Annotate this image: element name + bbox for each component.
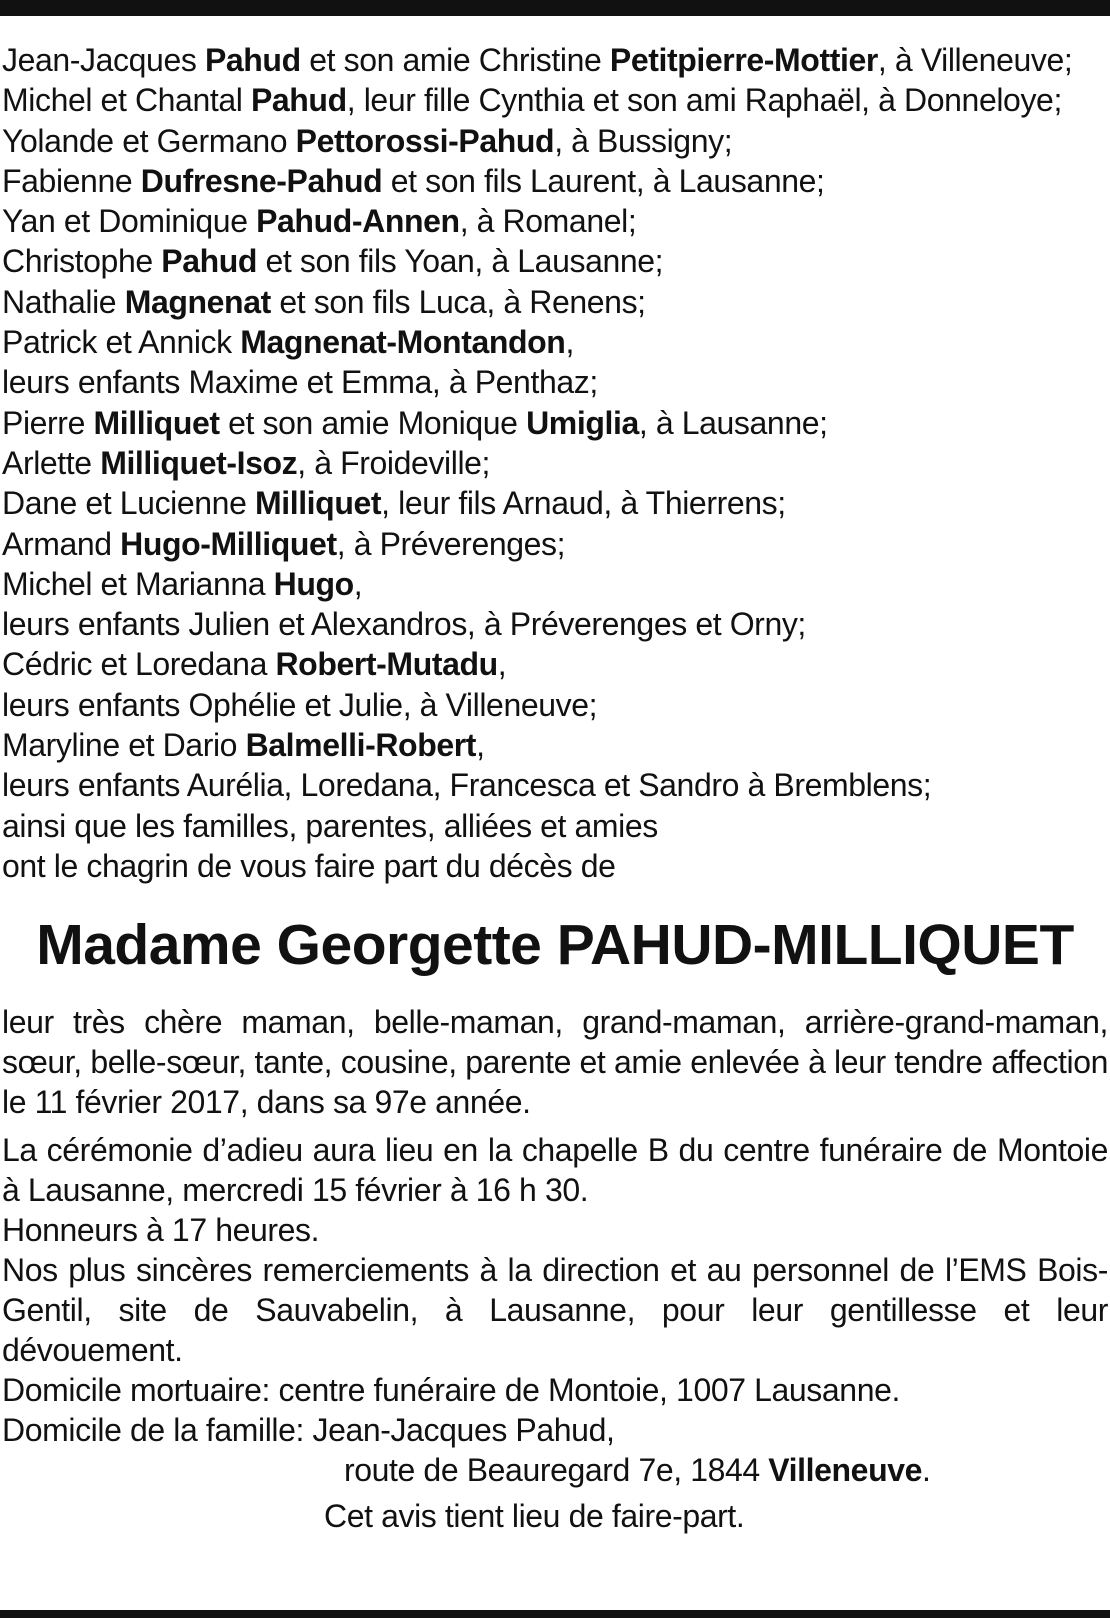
- family-text: Christophe: [2, 243, 162, 280]
- family-domicile-line: Domicile de la famille: Jean-Jacques Pahud,: [2, 1412, 615, 1449]
- closing-note: Cet avis tient lieu de faire-part.: [324, 1498, 745, 1535]
- family-text: leurs enfants Aurélia, Loredana, Francesca et Sandro à Bremblens;: [2, 767, 932, 804]
- family-line: [2, 241, 1108, 281]
- family-text: Michel et Chantal: [2, 82, 251, 119]
- family-text: ,: [353, 565, 363, 602]
- family-line: [2, 604, 1108, 644]
- family-text: et son amie Monique: [219, 404, 527, 441]
- family-line: [2, 362, 1108, 402]
- family-surname: Petitpierre-Mottier: [609, 42, 878, 78]
- honours-line: Honneurs à 17 heures.: [2, 1212, 320, 1249]
- family-text: Patrick et Annick: [2, 324, 241, 361]
- family-text: Dane et Lucienne: [2, 485, 255, 522]
- family-line: [2, 80, 1108, 120]
- ceremony-paragraph: La cérémonie d’adieu aura lieu en la chapelle B du centre funéraire de Montoie à Lausanne, mercredi 15 février à 16 h 30.: [2, 1132, 1108, 1209]
- obituary-notice: [2, 40, 1108, 1536]
- family-surname: Balmelli-Robert: [245, 727, 477, 764]
- family-surname: Pahud: [204, 42, 301, 78]
- family-line: [2, 403, 1108, 443]
- family-surname: Dufresne-Pahud: [140, 162, 383, 199]
- family-surname: Hugo: [273, 565, 354, 602]
- family-line: [2, 483, 1108, 523]
- family-text: leurs enfants Julien et Alexandros, à Préverenges et Orny;: [2, 606, 806, 643]
- mortuary-domicile-line: Domicile mortuaire: centre funéraire de Montoie, 1007 Lausanne.: [2, 1372, 900, 1409]
- family-line: [2, 121, 1108, 161]
- family-text: , à Romanel;: [459, 203, 637, 240]
- family-text: leurs enfants Ophélie et Julie, à Villeneuve;: [2, 686, 598, 723]
- family-surname: Umiglia: [526, 404, 639, 441]
- family-text: Jean-Jacques: [2, 42, 205, 78]
- top-rule: [0, 0, 1110, 16]
- family-surname: Pahud: [250, 82, 347, 119]
- family-text: , à Préverenges;: [336, 525, 566, 562]
- family-surname: Milliquet-Isoz: [100, 444, 298, 481]
- family-surname: Hugo-Milliquet: [120, 525, 337, 562]
- family-line: [2, 524, 1108, 564]
- family-address-street: route de Beauregard 7e, 1844: [344, 1452, 769, 1489]
- family-line: [2, 282, 1108, 322]
- family-text: , à Lausanne;: [638, 404, 828, 441]
- family-surname: Robert-Mutadu: [275, 646, 498, 683]
- family-surname: Pettorossi-Pahud: [295, 122, 555, 159]
- family-line: [2, 443, 1108, 483]
- family-text: ainsi que les familles, parentes, alliées et amies: [2, 807, 658, 844]
- family-text: et son amie Christine: [300, 42, 610, 78]
- bottom-rule: [0, 1610, 1110, 1618]
- family-line: [2, 564, 1108, 604]
- family-surname: Pahud-Annen: [256, 203, 460, 240]
- family-text: leurs enfants Maxime et Emma, à Penthaz;: [2, 364, 598, 401]
- family-text: et son fils Laurent, à Lausanne;: [382, 162, 825, 199]
- family-surname: Milliquet: [93, 404, 220, 441]
- family-text: Maryline et Dario: [2, 727, 246, 764]
- family-text: , leur fille Cynthia et son ami Raphaël, à Donneloye;: [346, 82, 1062, 119]
- thanks-paragraph: Nos plus sincères remerciements à la direction et au personnel de l’EMS Bois-Gentil, site de Sauvabelin, à Lausanne, pour leur gentillesse et leur dévouement.: [2, 1252, 1108, 1369]
- family-text: Michel et Marianna: [2, 565, 274, 602]
- family-text: ,: [476, 727, 485, 764]
- family-line: [2, 846, 1108, 886]
- family-text: Arlette: [2, 444, 101, 481]
- deceased-name: Madame Georgette PAHUD-MILLIQUET: [36, 913, 1074, 978]
- family-text: Pierre: [2, 404, 94, 441]
- family-text: Cédric et Loredana: [2, 646, 276, 683]
- family-line: [2, 322, 1108, 362]
- family-text: et son fils Yoan, à Lausanne;: [257, 243, 664, 280]
- family-line: [2, 765, 1108, 805]
- family-surname: Milliquet: [254, 485, 382, 522]
- family-address-end: .: [922, 1452, 931, 1489]
- family-text: , à Bussigny;: [554, 122, 733, 159]
- family-text: ,: [565, 324, 574, 361]
- family-line: [2, 644, 1108, 684]
- family-line: [2, 725, 1108, 765]
- family-text: , leur fils Arnaud, à Thierrens;: [381, 485, 786, 522]
- family-line: [2, 161, 1108, 201]
- family-text: , à Froideville;: [297, 444, 491, 481]
- family-address-line: [2, 1450, 1108, 1490]
- family-line: [2, 806, 1108, 846]
- family-text: ont le chagrin de vous faire part du décès de: [2, 847, 616, 884]
- family-line: [2, 201, 1108, 241]
- family-line: [2, 40, 1108, 80]
- family-address-town: Villeneuve: [768, 1452, 923, 1489]
- family-line: [2, 685, 1108, 725]
- family-text: Fabienne: [2, 162, 141, 199]
- family-surname: Magnenat: [124, 283, 271, 320]
- family-surname: Pahud: [161, 243, 258, 280]
- family-mourners-list: [2, 40, 1108, 886]
- family-text: , à Villeneuve;: [877, 42, 1073, 78]
- family-text: Nathalie: [2, 283, 125, 320]
- tribute-paragraph: leur très chère maman, belle-maman, grand-maman, arrière-grand-maman, sœur, belle-sœur, tante, cousine, parente et amie enlevée à leur tendre affection le 11 février 2017, dans sa 97e année.: [2, 1004, 1108, 1121]
- family-text: ,: [497, 646, 507, 683]
- family-text: Armand: [2, 525, 121, 562]
- family-text: Yan et Dominique: [2, 203, 257, 240]
- family-surname: Magnenat-Montandon: [240, 324, 566, 361]
- family-text: et son fils Luca, à Renens;: [270, 283, 646, 320]
- family-text: Yolande et Germano: [2, 122, 296, 159]
